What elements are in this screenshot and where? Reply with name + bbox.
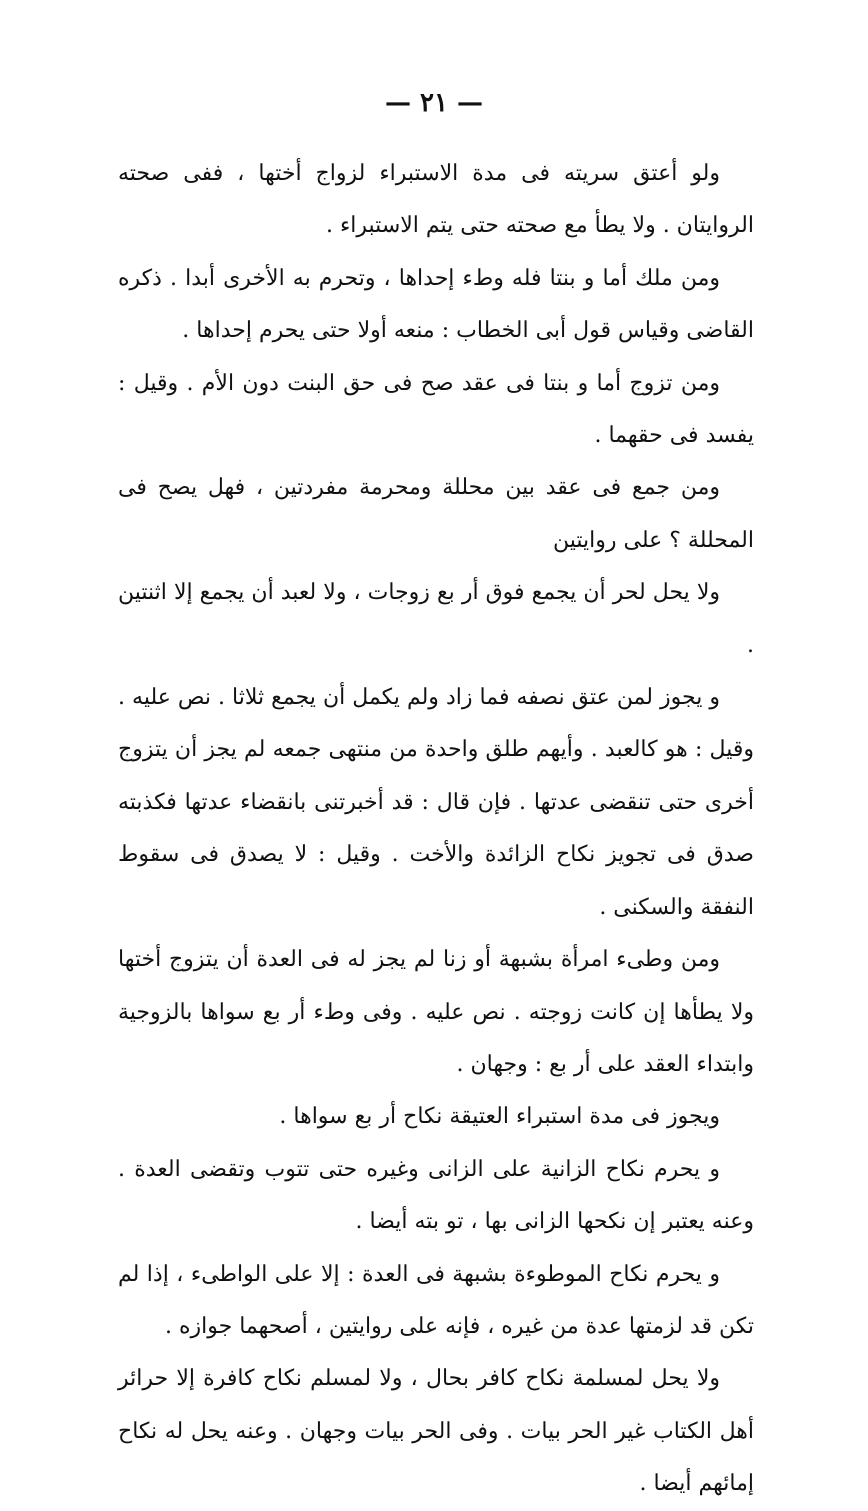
paragraph-8: ويجوز فى مدة استبراء العتيقة نكاح أر بع سواها . [279, 1104, 720, 1130]
paragraph-5: ولا يحل لحر أن يجمع فوق أر بع زوجات ، ولا لعبد أن يجمع إلا اثنتين . [118, 580, 754, 658]
paragraph-1: ولو أعتق سريته فى مدة الاستبراء لزواج أختها ، ففى صحته الروايتان . ولا يطأ مع صحته حتى يتم الاستبراء . [118, 161, 754, 239]
paragraph-9: و يحرم نكاح الزانية على الزانى وغيره حتى تتوب وتقضى العدة . وعنه يعتبر إن نكحها الزانى بها ، تو بته أيضا . [118, 1156, 754, 1235]
paragraph-4: ومن جمع فى عقد بين محللة ومحرمة مفردتين ، فهل يصح فى المحللة ؟ على روايتين [118, 475, 754, 553]
page-number: — ٢١ — [384, 88, 484, 118]
paragraph-11: ولا يحل لمسلمة نكاح كافر بحال ، ولا لمسلم نكاح كافرة إلا حرائر أهل الكتاب غير الحر بيات . وفى الحر بيات وجهان . وعنه يحل له نكاح إمائهم أيضا . [118, 1366, 754, 1497]
paragraph-7: ومن وطىء امرأة بشبهة أو زنا لم يجز له فى العدة أن يتزوج أختها ولا يطأها إن كانت زوجته . نص عليه . وفى وطء أر بع سواها بالزوجية وابتداء العقد على أر بع : وجهان . [118, 947, 754, 1077]
paragraph-2: ومن ملك أما و بنتا فله وطء إحداها ، وتحرم به الأخرى أبدا . ذكره القاضى وقياس قول أبى الخطاب : منعه أولا حتى يحرم إحداها . [118, 265, 754, 344]
paragraph-10: و يحرم نكاح الموطوءة بشبهة فى العدة : إلا على الواطىء ، إذا لم تكن قد لزمتها عدة من غيره ، فإنه على روايتين ، أصحهما جوازه . [118, 1261, 754, 1339]
paragraph-6: و يجوز لمن عتق نصفه فما زاد ولم يكمل أن يجمع ثلاثا . نص عليه . وقيل : هو كالعبد . وأيهم طلق واحدة من منتهى جمعه لم يجز أن يتزوج أخرى حتى تنقضى عدتها . فإن قال : قد أخبرتنى بانقضاء عدتها فكذبته صدق فى تجويز نكاح الزائدة والأخت . وقيل : لا يصدق فى سقوط النفقة والسكنى . [118, 685, 754, 920]
paragraph-3: ومن تزوج أما و بنتا فى عقد صح فى حق البنت دون الأم . وقيل : يفسد فى حقهما . [118, 370, 754, 449]
body-text [118, 148, 754, 1511]
